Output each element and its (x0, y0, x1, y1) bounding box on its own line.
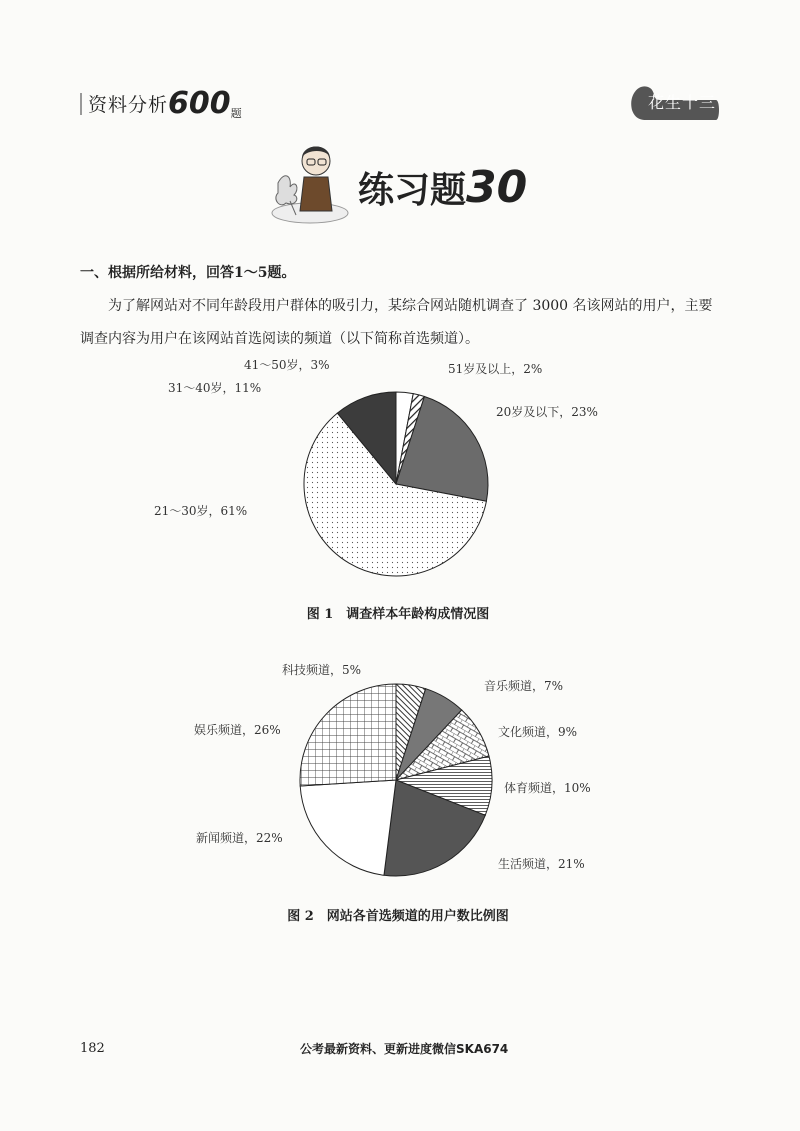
section-heading: 一、根据所给材料，回答1～5题。 (80, 265, 296, 281)
chart1-label-0: 41～50岁，3% (244, 358, 330, 372)
chart2-label-1: 音乐频道，7% (484, 679, 564, 693)
chart2-label-6: 娱乐频道，26% (194, 723, 281, 737)
chart1-label-4: 31～40岁，11% (168, 381, 262, 395)
book-title-suffix: 题 (230, 107, 242, 120)
chart2-slice-5 (300, 780, 396, 875)
chart2-label-4: 生活频道，21% (498, 857, 585, 871)
exercise-title-text: 练习题 (358, 170, 467, 211)
intro-paragraph: 为了解网站对不同年龄段用户群体的吸引力，某综合网站随机调查了 3000 名该网站的用户，主要调查内容为用户在该网站首选阅读的频道（以下简称首选频道）。 (80, 298, 713, 347)
page-number: 182 (80, 1041, 105, 1056)
chart1-label-3: 21～30岁，61% (154, 504, 248, 518)
chart2-label-0: 科技频道，5% (282, 663, 362, 677)
book-title-number: 600 (168, 86, 231, 121)
chart2-slice-6 (300, 684, 396, 786)
chart2-caption: 图 2 网站各首选频道的用户数比例图 (287, 909, 509, 924)
chart1-caption: 图 1 调查样本年龄构成情况图 (306, 607, 490, 622)
brand-name: 花生十三 (648, 93, 717, 112)
chart1-label-2: 20岁及以下，23% (496, 405, 598, 419)
chart2-label-2: 文化频道，9% (498, 725, 578, 739)
chart1-label-1: 51岁及以上，2% (448, 362, 543, 376)
age-pie-chart (154, 357, 598, 576)
book-title-prefix: 资料分析 (88, 94, 169, 116)
exercise-number: 30 (466, 162, 528, 213)
channel-pie-chart (194, 662, 591, 876)
footer-note: 公考最新资料、更新进度微信SKA674 (300, 1042, 509, 1056)
chart2-label-3: 体育频道，10% (504, 781, 591, 795)
chart2-label-5: 新闻频道，22% (196, 831, 283, 845)
